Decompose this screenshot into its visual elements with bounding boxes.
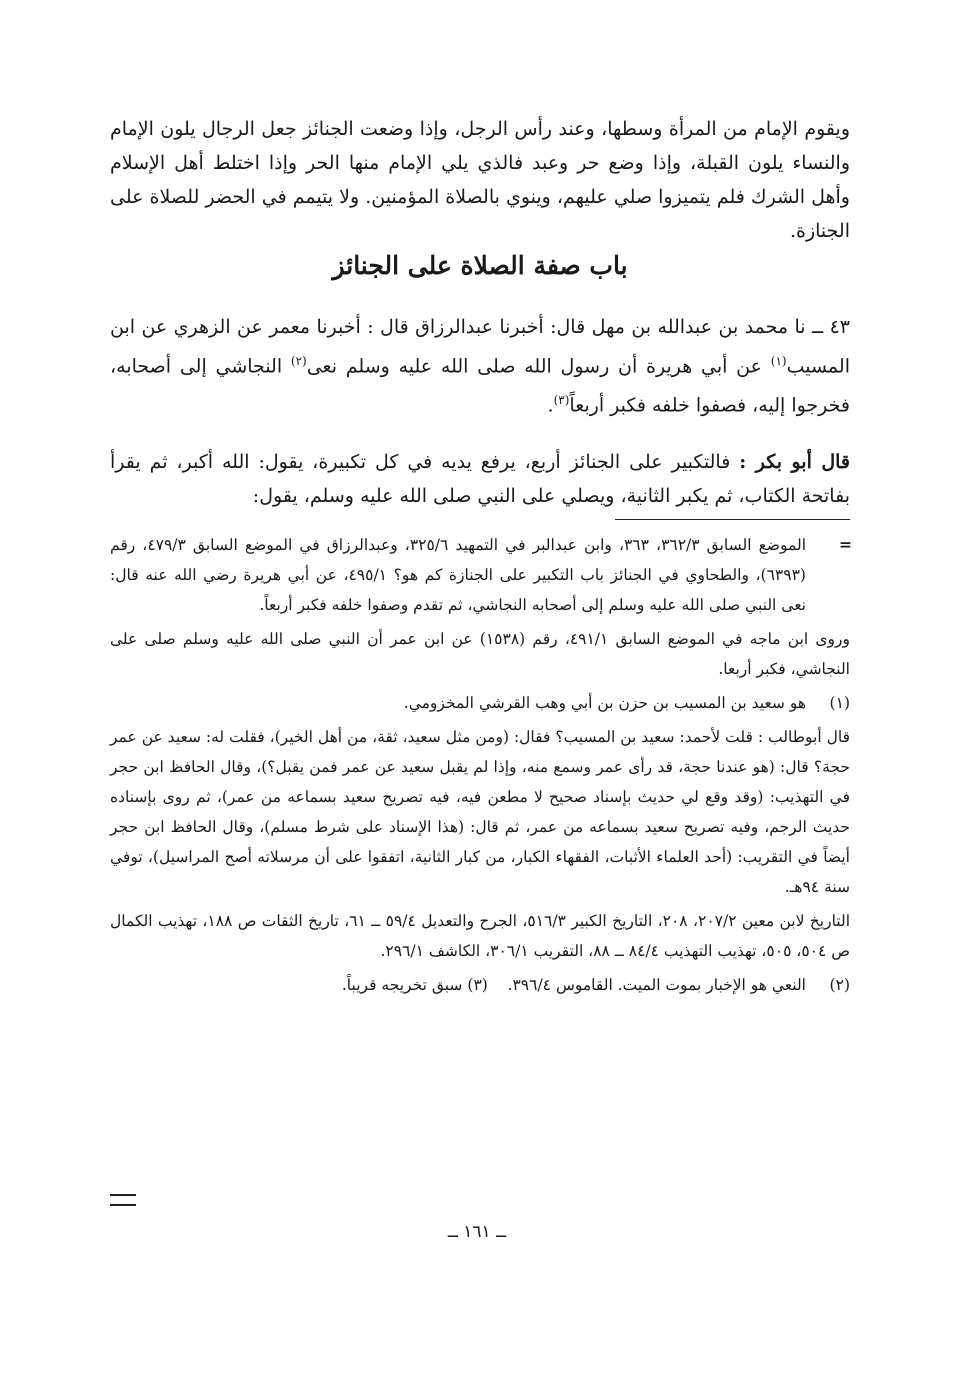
footnote-1-text: هو سعيد بن المسيب بن حزن بن أبي وهب القرشي المخزومي. [403, 693, 806, 712]
footnote-divider [615, 519, 850, 520]
abu-bakr-paragraph [110, 445, 850, 513]
footnote-ref-3: (٣) [553, 393, 570, 408]
footnote-2-number: (٢) [829, 975, 850, 994]
footnote-1-paragraph-2: قال أبوطالب : قلت لأحمد: سعيد بن المسيب؟ فقال: (ومن مثل سعيد، ثقة، من أهل الخير)، فقلت له: سعيد عن عمر حجة؟ قال: (هو عندنا حجة، قد رأى عمر وسمع منه، وإذا لم يقبل سعيد عن عمر فمن يقبل؟)، وقال الحافظ ابن حجر في التهذيب: (وقد وقع لي حديث بإسناد صحيح لا مطعن فيه، فيه تصريح سعيد بسماعه من عمر)، ثم روى بإسناده حديث الرجم، وفيه تصريح سعيد بسماعه من عمر، ثم قال: (هذا الإسناد على شرط مسلم)، وقال الحافظ ابن حجر أيضاً في التقريب: (أحد العلماء الأثبات، الفقهاء الكبار، من كبار الثانية، اتفقوا على أن مرسلاته أصح المراسيل)، توفي سنة ٩٤هـ. [110, 727, 850, 896]
hadith-text-part1: ٤٣ ــ نا محمد بن عبدالله بن مهل قال: أخبرنا عبدالرزاق قال : أخبرنا معمر عن الزهري عن ابن المسيب [110, 316, 850, 378]
footnote-1-paragraph-3: التاريخ لابن معين ٢٠٧/٢، ٢٠٨، التاريخ الكبير ٥١٦/٣، الجرح والتعديل ٥٩/٤ ــ ٦١، تاريخ الثقات ص ١٨٨، تهذيب الكمال ص ٥٠٤، ٥٠٥، تهذيب التهذيب ٨٤/٤ ــ ٨٨، التقريب ٣٠٦/١، الكاشف ٢٩٦/١. [110, 911, 851, 960]
footnote-3-number: (٣) [467, 975, 488, 994]
footnote-continuation [110, 530, 850, 624]
footnote-continuation-text: الموضع السابق ٣٦٢/٣، ٣٦٣، وابن عبدالبر في التمهيد ٣٢٥/٦، وعبدالرزاق في الموضع السابق ٤٧٩/٣، رقم (٦٣٩٣)، والطحاوي في الجنائز باب التكبير على الجنازة كم هو؟ ٤٩٥/١، عن أبي هريرة رضي الله عنه قال: نعى النبي صلى الله عليه وسلم إلى أصحابه النجاشي، ثم تقدم وصفوا خلفه فكبر أربعاً. [110, 535, 807, 614]
speaker-label: قال أبو بكر : [739, 450, 850, 473]
footnote-3-text: سبق تخريجه قريباً. [341, 975, 463, 994]
intro-paragraph: ويقوم الإمام من المرأة وسطها، وعند رأس الرجل، وإذا وضعت الجنائز جعل الرجال يلون الإمام والنساء يلون القبلة، وإذا وضع حر وعبد فالذي يلي الإمام منها الحر وإذا اختلط أهل الإسلام وأهل الشرك فلم يتميزوا صلي عليهم، وينوي بالصلاة المؤمنين. ولا يتيمم في الحضر للصلاة على الجنازة. [110, 118, 850, 242]
footnote-2-3-line [110, 970, 806, 1000]
hadith-43 [110, 310, 850, 423]
page-content [110, 112, 850, 1004]
hadith-text-part3: النجاشي إلى أصحابه، فخرجوا إليه، فصفوا خلفه فكبر أربعاً [110, 355, 850, 417]
hadith-text-part2: عن أبي هريرة أن رسول الله صلى الله عليه وسلم نعى [306, 355, 771, 378]
page-number: ــ ١٦١ ــ [447, 1222, 507, 1242]
footnotes-section [110, 530, 850, 1004]
footnote-ref-1: (١) [770, 354, 787, 368]
footnote-2-and-3 [110, 970, 850, 1004]
continuation-double-line [110, 1194, 136, 1206]
footnote-1 [110, 688, 850, 722]
hadith-text-part4: . [547, 394, 554, 417]
footnote-ref-2: (٢) [290, 354, 307, 368]
footnote-1-number: (١) [829, 693, 850, 712]
continuation-mark: = [839, 534, 850, 554]
footnote-2-text: النعي هو الإخبار بموت الميت. القاموس ٣٩٦/٤. [507, 975, 806, 994]
chapter-title: باب صفة الصلاة على الجنائز [332, 251, 628, 280]
footnote-ibn-majah: وروى ابن ماجه في الموضع السابق ٤٩١/١، رقم (١٥٣٨) عن ابن عمر أن النبي صلى الله عليه وسلم صلى على النجاشي، فكبر أربعا. [110, 629, 850, 678]
abu-bakr-text: فالتكبير على الجنائز أربع، يرفع يديه في كل تكبيرة، يقول: الله أكبر، ثم يقرأ بفاتحة الكتاب، ثم يكبر الثانية، ويصلي على النبي صلى الله عليه وسلم، يقول: [110, 450, 850, 507]
